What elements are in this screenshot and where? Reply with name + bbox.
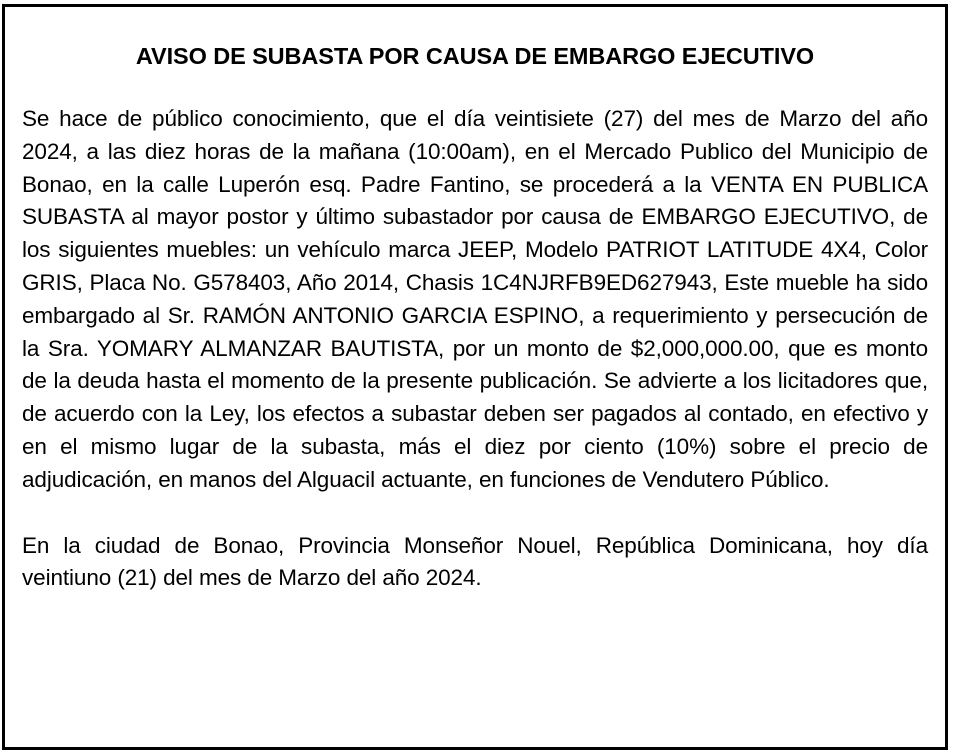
notice-content <box>22 41 928 595</box>
notice-title: AVISO DE SUBASTA POR CAUSA DE EMBARGO EJECUTIVO <box>135 43 815 69</box>
notice-frame <box>2 4 948 750</box>
notice-closing-paragraph: En la ciudad de Bonao, Provincia Monseñor Nouel, República Dominicana, hoy día veintiuno (21) del mes de Marzo del año 2024. <box>22 532 928 591</box>
notice-body-paragraph: Se hace de público conocimiento, que el día veintisiete (27) del mes de Marzo del año 2024, a las diez horas de la mañana (10:00am), en el Mercado Publico del Municipio de Bonao, en la calle Luperón esq. Padre Fantino, se procederá a la VENTA EN PUBLICA SUBASTA al mayor postor y último subastador por causa de EMBARGO EJECUTIVO, de los siguientes muebles: un vehículo marca JEEP, Modelo PATRIOT LATITUDE 4X4, Color GRIS, Placa No. G578403, Año 2014, Chasis 1C4NJRFB9ED627943, Este mueble ha sido embargado al Sr. RAMÓN ANTONIO GARCIA ESPINO, a requerimiento y persecución de la Sra. YOMARY ALMANZAR BAUTISTA, por un monto de $2,000,000.00, que es monto de la deuda hasta el momento de la presente publicación. Se advierte a los licitadores que, de acuerdo con la Ley, los efectos a subastar deben ser pagados al contado, en efectivo y en el mismo lugar de la subasta, más el diez por ciento (10%) sobre el precio de adjudicación, en manos del Alguacil actuante, en funciones de Vendutero Público. <box>22 106 928 492</box>
